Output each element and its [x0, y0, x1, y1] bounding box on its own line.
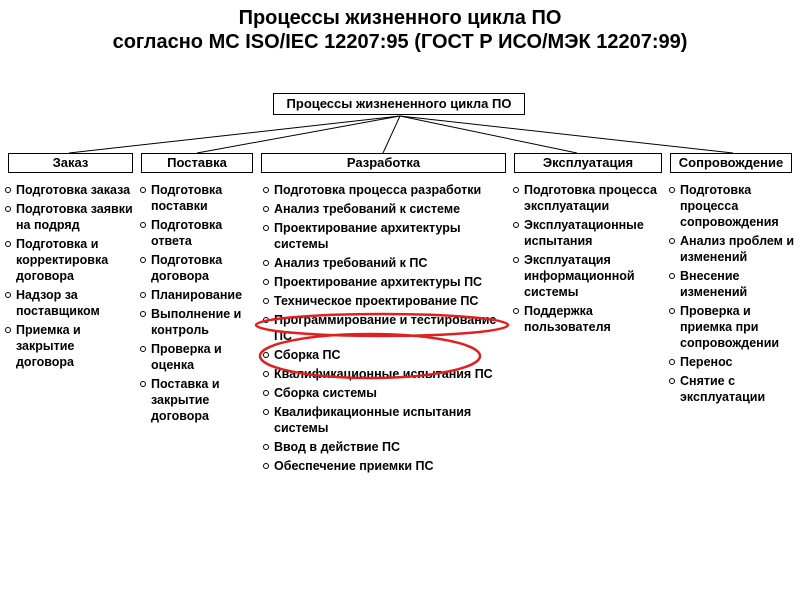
list-item: Анализ требований к системе — [261, 201, 506, 217]
list-item: Эксплуатация информационной системы — [511, 252, 663, 300]
list-item: Поддержка пользователя — [511, 303, 663, 335]
list-item: Сборка ПС — [261, 347, 506, 363]
list-item: Анализ проблем и изменений — [667, 233, 795, 265]
list-item: Подготовка процесса эксплуатации — [511, 182, 663, 214]
list-item: Проектирование архитектуры системы — [261, 220, 506, 252]
list-item: Анализ требований к ПС — [261, 255, 506, 271]
list-item: Подготовка ответа — [138, 217, 254, 249]
header-zakaz: Заказ — [8, 153, 133, 173]
title-line-1: Процессы жизненного цикла ПО — [238, 7, 562, 29]
list-item: Подготовка договора — [138, 252, 254, 284]
list-item: Квалификационные испытания системы — [261, 404, 506, 436]
list-item: Сборка системы — [261, 385, 506, 401]
list-item: Программирование и тестирование ПС — [261, 312, 506, 344]
list-item: Подготовка процесса разработки — [261, 182, 506, 198]
list-item: Надзор за поставщиком — [3, 287, 133, 319]
header-postavka: Поставка — [141, 153, 253, 173]
list-item: Подготовка и корректировка договора — [3, 236, 133, 284]
list-item: Проверка и оценка — [138, 341, 254, 373]
highlight-ellipse-programming — [260, 334, 480, 378]
header-soprovozhdenie: Сопровождение — [670, 153, 792, 173]
list-item: Планирование — [138, 287, 254, 303]
list-item: Проверка и приемка при сопровождении — [667, 303, 795, 351]
header-ekspluatatsiya: Эксплуатация — [514, 153, 662, 173]
root-process-box: Процессы жизнененного цикла ПО — [273, 93, 525, 115]
list-item: Приемка и закрытие договора — [3, 322, 133, 370]
list-item: Снятие с эксплуатации — [667, 373, 795, 405]
list-item: Подготовка поставки — [138, 182, 254, 214]
list-item: Техническое проектирование ПС — [261, 293, 506, 309]
list-item: Подготовка заказа — [3, 182, 133, 198]
list-item: Квалификационные испытания ПС — [261, 366, 506, 382]
list-item: Подготовка процесса сопровождения — [667, 182, 795, 230]
list-item: Подготовка заявки на подряд — [3, 201, 133, 233]
title-line-2: согласно МС ISO/IEC 12207:95 (ГОСТ Р ИСО/МЭК 12207:99) — [112, 31, 688, 53]
list-item: Поставка и закрытие договора — [138, 376, 254, 424]
list-item: Выполнение и контроль — [138, 306, 254, 338]
highlight-ellipse-technical-design — [256, 314, 508, 336]
list-item: Проектирование архитектуры ПС — [261, 274, 506, 290]
list-item: Внесение изменений — [667, 268, 795, 300]
list-item: Эксплуатационные испытания — [511, 217, 663, 249]
header-razrabotka: Разработка — [261, 153, 506, 173]
list-item: Ввод в действие ПС — [261, 439, 506, 455]
list-item: Перенос — [667, 354, 795, 370]
list-item: Обеспечение приемки ПС — [261, 458, 506, 474]
